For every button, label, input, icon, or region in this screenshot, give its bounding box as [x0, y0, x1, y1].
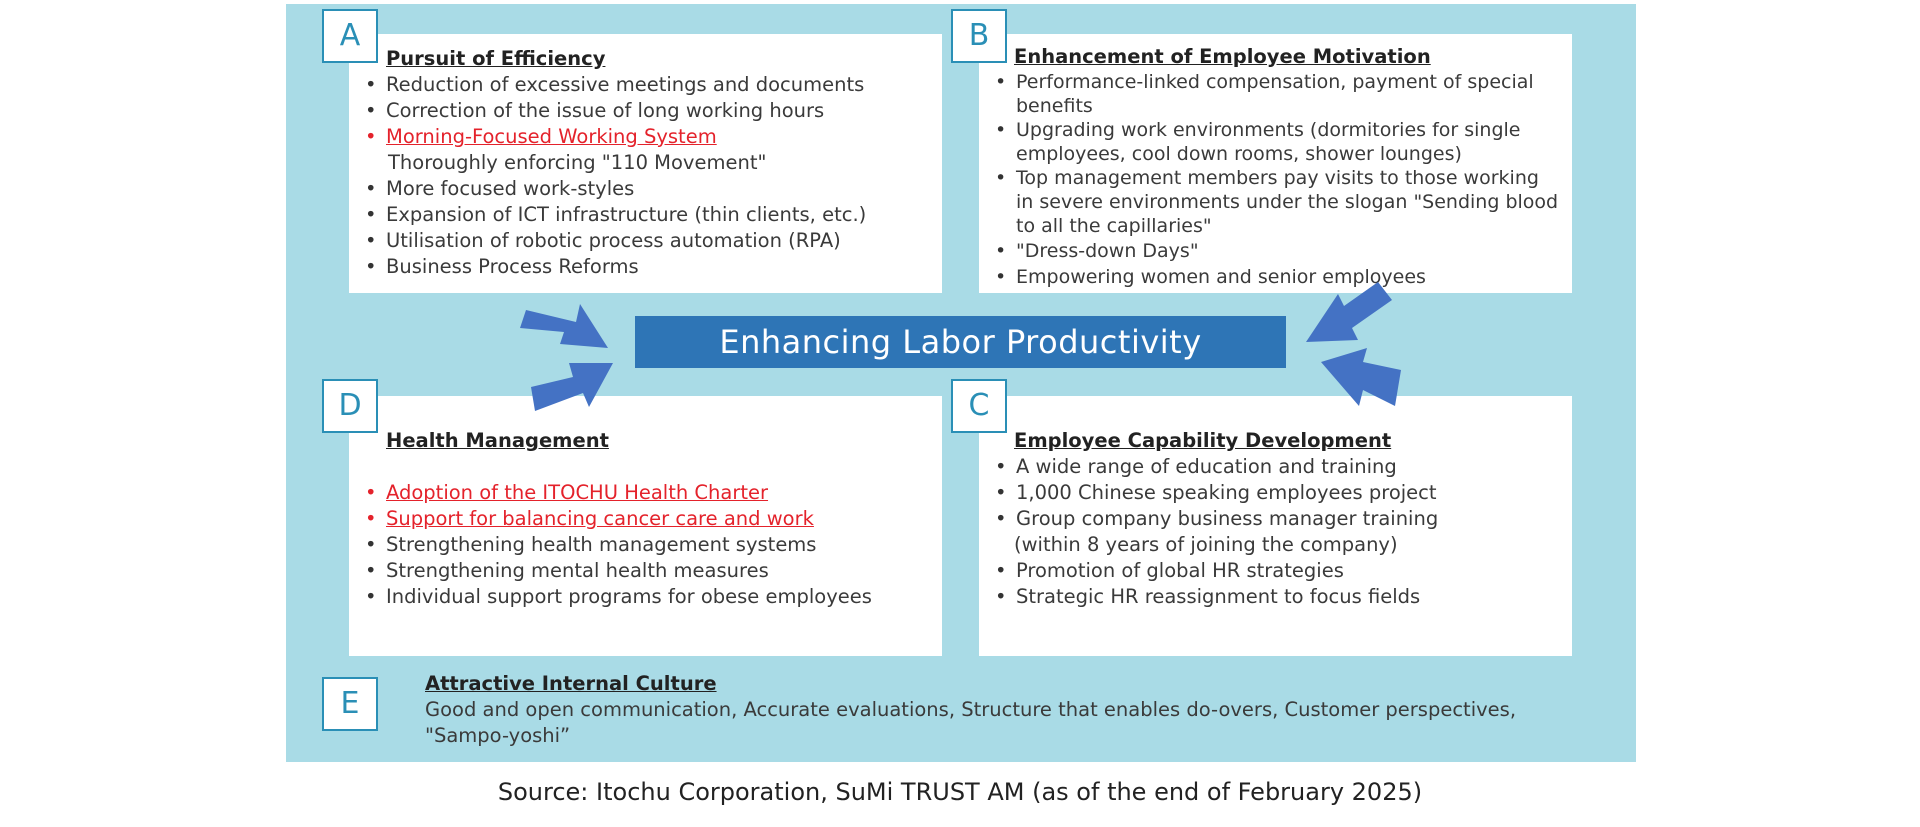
health-block: [360, 428, 940, 610]
capability-block: [990, 428, 1560, 610]
culture-body: Good and open communication, Accurate evaluations, Structure that enables do-overs, Customer perspectives, "Sampo-yoshi”: [425, 698, 1517, 747]
capability-list: [990, 454, 1560, 610]
badge-b: B: [951, 9, 1007, 63]
list-item: • "Dress-down Days": [990, 238, 1560, 264]
list-item-sub: Thoroughly enforcing "110 Movement": [388, 151, 767, 174]
culture-heading: Attractive Internal Culture: [425, 672, 717, 695]
list-item: • Strengthening mental health measures: [360, 558, 940, 584]
arrow-icon: [520, 280, 620, 360]
arrow-icon: [525, 355, 625, 425]
badge-e: E: [322, 677, 378, 731]
motivation-list: [990, 70, 1560, 290]
list-item-highlight: • Support for balancing cancer care and work: [360, 506, 940, 532]
list-item: • More focused work-styles: [360, 176, 940, 202]
list-item: • Promotion of global HR strategies: [990, 558, 1560, 584]
list-item-highlight: • Morning-Focused Working System: [360, 124, 940, 150]
badge-c: C: [951, 379, 1007, 433]
health-list: [360, 480, 940, 610]
list-item-highlight: • Adoption of the ITOCHU Health Charter: [360, 480, 940, 506]
list-item: • Top management members pay visits to those working in severe environments under the slogan "Sending blood to all the capillaries": [990, 166, 1560, 238]
arrow-icon: [1315, 340, 1415, 420]
badge-a: A: [322, 9, 378, 63]
health-heading: Health Management: [386, 429, 609, 452]
efficiency-block: [360, 46, 940, 280]
list-item: • Empowering women and senior employees: [990, 264, 1560, 290]
culture-block: [425, 671, 1575, 749]
list-item: • Expansion of ICT infrastructure (thin clients, etc.): [360, 202, 940, 228]
list-item: • Utilisation of robotic process automation (RPA): [360, 228, 940, 254]
list-item: • Business Process Reforms: [360, 254, 940, 280]
list-item: • Correction of the issue of long working hours: [360, 98, 940, 124]
list-item: • Strategic HR reassignment to focus fields: [990, 584, 1560, 610]
capability-heading: Employee Capability Development: [1014, 429, 1392, 452]
efficiency-list: [360, 72, 940, 280]
list-item-sub: (within 8 years of joining the company): [1014, 533, 1398, 556]
center-title-bar: Enhancing Labor Productivity: [635, 316, 1286, 368]
motivation-block: [990, 44, 1560, 290]
list-item: • A wide range of education and training: [990, 454, 1560, 480]
list-item: • Reduction of excessive meetings and documents: [360, 72, 940, 98]
list-item: • Group company business manager training: [990, 506, 1560, 532]
motivation-heading: Enhancement of Employee Motivation: [1014, 45, 1431, 68]
list-item: • Performance-linked compensation, payment of special benefits: [990, 70, 1560, 118]
efficiency-heading: Pursuit of Efficiency: [386, 47, 606, 70]
list-item: • Strengthening health management systems: [360, 532, 940, 558]
list-item: • Upgrading work environments (dormitories for single employees, cool down rooms, shower lounges): [990, 118, 1560, 166]
badge-d: D: [322, 379, 378, 433]
list-item: • 1,000 Chinese speaking employees project: [990, 480, 1560, 506]
list-item: • Individual support programs for obese employees: [360, 584, 940, 610]
source-note: Source: Itochu Corporation, SuMi TRUST AM (as of the end of February 2025): [497, 778, 1423, 806]
